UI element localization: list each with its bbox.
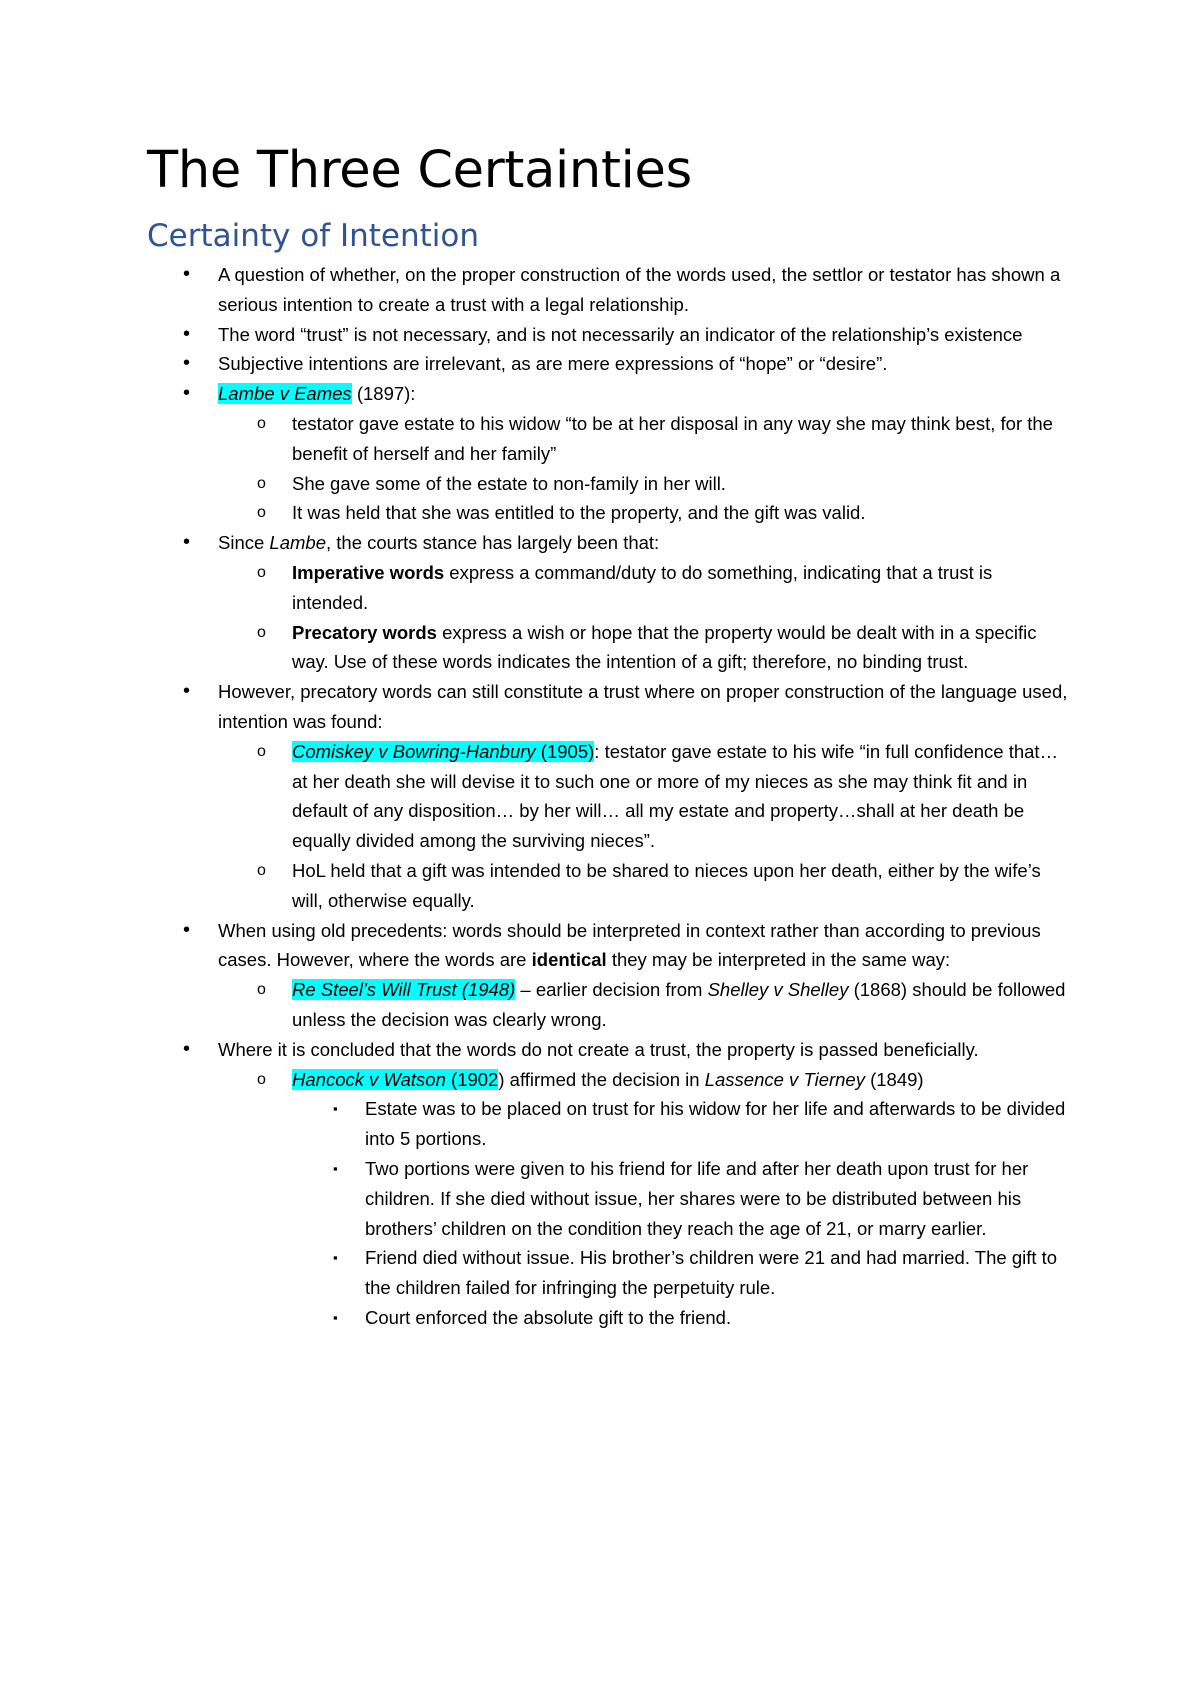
list-item: • Subjective intentions are irrelevant, as are mere expressions of “hope” or “desire”. (147, 349, 1070, 379)
list-item: o Re Steel’s Will Trust (1948) – earlier decision from Shelley v Shelley (1868) should be followed unless the decision was clearly wrong. (147, 975, 1070, 1035)
square-marker: ▪ (333, 1101, 338, 1117)
circle-marker: o (257, 474, 266, 492)
bullet-marker: • (183, 322, 191, 345)
circle-marker: o (257, 623, 266, 641)
circle-marker: o (257, 504, 266, 522)
case-name-highlight: Hancock v Watson (1902 (292, 1068, 499, 1090)
square-marker: ▪ (333, 1160, 338, 1176)
circle-marker: o (257, 563, 266, 581)
bullet-marker: • (183, 531, 191, 554)
square-marker: ▪ (333, 1250, 338, 1266)
bullet-marker: • (183, 918, 191, 941)
document-title: The Three Certainties (147, 141, 692, 200)
case-name: Lambe (269, 532, 326, 554)
list-item: • However, precatory words can still constitute a trust where on proper construction of the language used, intention was found: (147, 677, 1070, 737)
case-name: Shelley v Shelley (707, 979, 849, 1001)
section-heading: Certainty of Intention (147, 218, 480, 254)
circle-marker: o (257, 981, 266, 999)
list-item: • Since Lambe, the courts stance has largely been that: (147, 528, 1070, 558)
list-item: ▪ Estate was to be placed on trust for his widow for her life and afterwards to be divided into 5 portions. (147, 1094, 1070, 1154)
case-name-highlight: Comiskey v Bowring-Hanbury (1905) (292, 740, 595, 762)
bold-term: Imperative words (292, 561, 445, 583)
list-item: • A question of whether, on the proper construction of the words used, the settlor or testator has shown a serious intention to create a trust with a legal relationship. (147, 260, 1070, 320)
case-name-highlight: Re Steel’s Will Trust (1948) (292, 979, 516, 1001)
bullet-marker: • (183, 352, 191, 375)
list-item: • Where it is concluded that the words do not create a trust, the property is passed beneficially. (147, 1035, 1070, 1065)
list-item: • When using old precedents: words should be interpreted in context rather than according to previous cases. However, where the words are identical they may be interpreted in the same way: (147, 916, 1070, 976)
circle-marker: o (257, 861, 266, 879)
bullet-marker: • (183, 382, 191, 405)
circle-marker: o (257, 1070, 266, 1088)
list-item: ▪ Friend died without issue. His brother’s children were 21 and had married. The gift to the children failed for infringing the perpetuity rule. (147, 1243, 1070, 1303)
circle-marker: o (257, 414, 266, 432)
list-item: o Comiskey v Bowring-Hanbury (1905): testator gave estate to his wife “in full confidence that… at her death she will devise it to such one or more of my nieces as she may think fit and in default of any disposition… by her will… all my estate and property…shall at her death be equally divided among the surviving nieces”. (147, 737, 1070, 856)
list-item: o She gave some of the estate to non-family in her will. (147, 469, 1070, 499)
list-item: o Imperative words express a command/duty to do something, indicating that a trust is intended. (147, 558, 1070, 618)
case-name-highlight: Lambe v Eames (218, 383, 352, 405)
list-item: o Hancock v Watson (1902) affirmed the decision in Lassence v Tierney (1849) (147, 1065, 1070, 1095)
list-item: • The word “trust” is not necessary, and is not necessarily an indicator of the relationship’s existence (147, 320, 1070, 350)
bullet-list (147, 260, 1070, 1333)
list-item: ▪ Court enforced the absolute gift to the friend. (147, 1303, 1070, 1333)
list-item: o It was held that she was entitled to the property, and the gift was valid. (147, 498, 1070, 528)
list-item: o HoL held that a gift was intended to be shared to nieces upon her death, either by the wife’s will, otherwise equally. (147, 856, 1070, 916)
circle-marker: o (257, 742, 266, 760)
bold-term: identical (531, 949, 607, 971)
bullet-marker: • (183, 263, 191, 285)
bold-term: Precatory words (292, 621, 437, 643)
bullet-marker: • (183, 680, 191, 703)
square-marker: ▪ (333, 1309, 338, 1325)
bullet-marker: • (183, 1037, 191, 1060)
list-item: • Lambe v Eames (1897): (147, 379, 1070, 409)
list-item: o Precatory words express a wish or hope that the property would be dealt with in a specific way. Use of these words indicates the intention of a gift; therefore, no binding trust. (147, 618, 1070, 678)
list-item: ▪ Two portions were given to his friend for life and after her death upon trust for her children. If she died without issue, her shares were to be distributed between his brothers’ children on the condition they reach the age of 21, or marry earlier. (147, 1154, 1070, 1243)
case-name: Lassence v Tierney (704, 1068, 865, 1090)
list-item: o testator gave estate to his widow “to be at her disposal in any way she may think best, for the benefit of herself and her family” (147, 409, 1070, 469)
